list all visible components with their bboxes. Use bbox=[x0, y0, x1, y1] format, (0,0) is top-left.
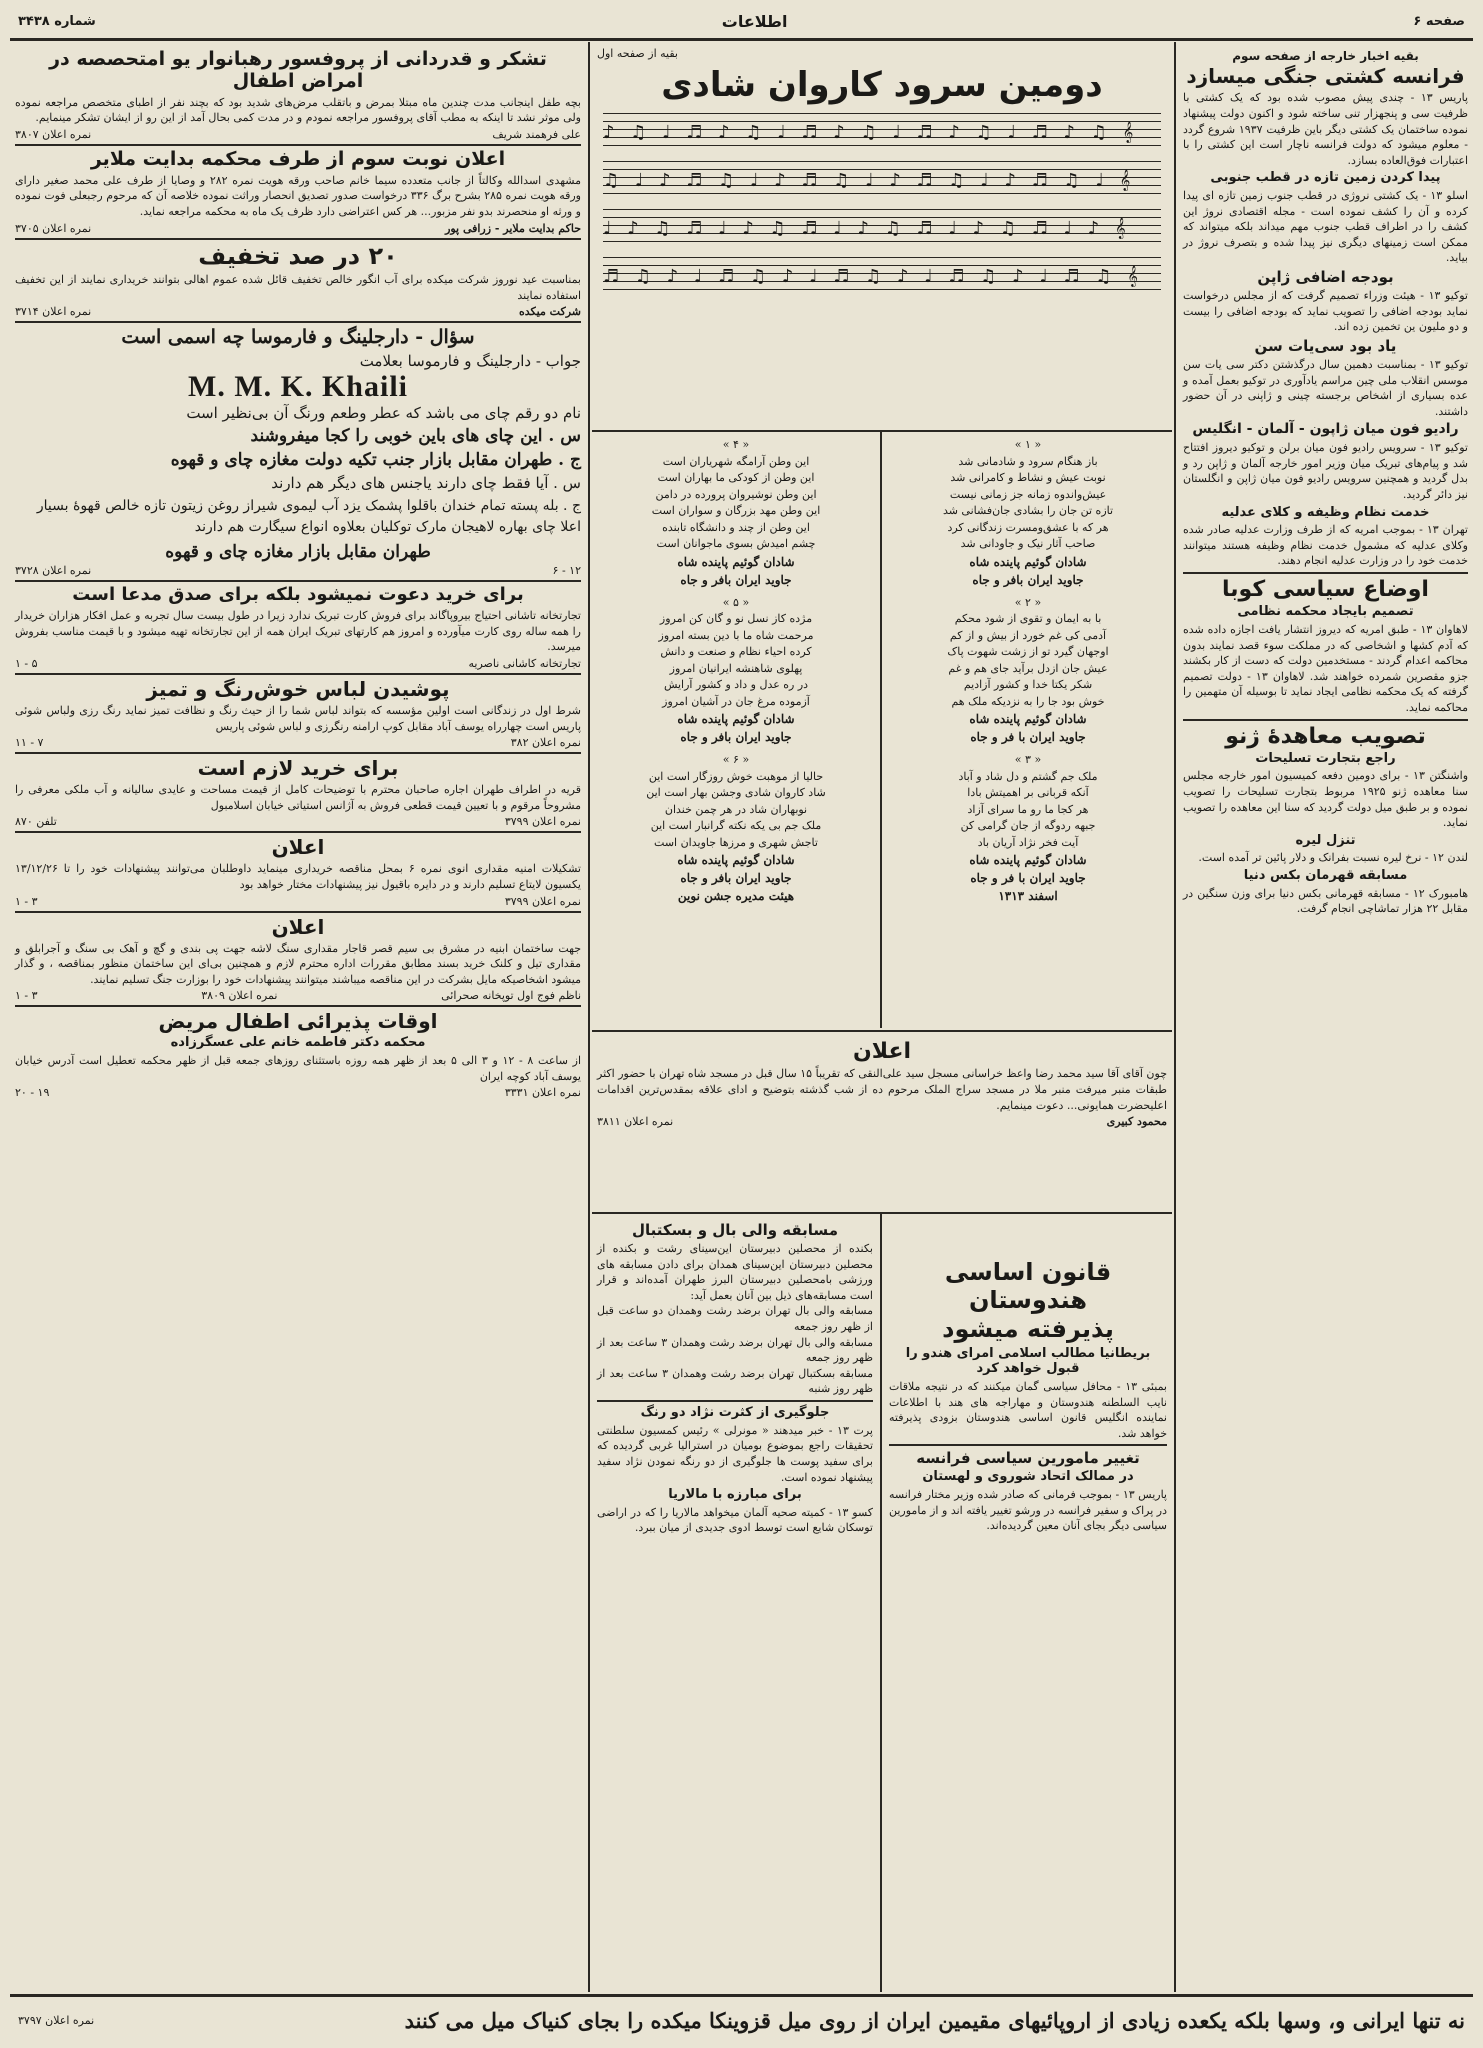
ad-court-number: نمره اعلان ۳۷۰۵ bbox=[15, 221, 92, 235]
notice-signature: محمود کبیری bbox=[1106, 1115, 1167, 1129]
ad-gendarmerie-body: تشکیلات امنیه مقداری انوی نمره ۶ بمحل مناقصه خریداری مینماید داوطلبان می‌توانند پیشنهادات خود را تا ۱۳/۱۲/۲۶ یکسیون لایتاع تسلیم دارند و در دایره باقیول نیز پیشنهادات مختار خواهد بود bbox=[15, 862, 581, 891]
article-birth-control: پرت ۱۳ - خبر میدهند « مونرلی » رئیس کمسیون سلطنتی تحقیقات راجع بموضوع بومیان در استرالیا غربی گردیده که برای سفید پوست ها جلوگیری از دو رنگه نمودن نژاد سفید پیشنهاد نموده است. bbox=[597, 1423, 873, 1484]
ad-construction-signature: ناظم فوج اول توپخانه صحرائی bbox=[441, 989, 581, 1003]
refrain-4: شادان گوئیم پاینده شاه جاوید ایران بافر و جاه bbox=[677, 554, 795, 587]
music-staff-1: ♪ ♫ ♩ ♬ ♪ ♫ ♩ ♬ ♪ ♫ ♩ ♬ ♪ ♫ ♩ ♬ ♪ ♫ 𝄞 bbox=[603, 113, 1161, 153]
ad-tea-answer-4: ج . بله پسته تمام خندان باقلوا پشمک یزد آب لیموی شیراز روغن زیتون تازه خالص قهوهٔ بسیار اعلا چای بهاره لاهیجان مارک توکلیان بعلاوه انواع سیگارت هم دارند bbox=[36, 498, 581, 536]
notice-title: اعلان bbox=[852, 1039, 912, 1064]
ad-cards-title: برای خرید دعوت نمیشود بلکه برای صدق مدعا است bbox=[72, 584, 524, 606]
article-france-diplomats: پاریس ۱۳ - بموجب فرمانی که صادر شده وزیر مختار فرانسه در پراک و سفیر فرانسه در ورشو تغییر یافته اند و از مامورین سیاسی دیگر بجای آنان معین گردیده‌اند. bbox=[889, 1488, 1167, 1533]
ad-purchase-body: قریه در اطراف طهران اجاره صاحبان محترم با توضیحات کامل از قیمت مساحت و عایدی سالیانه و آب ملکی معرفی را مشروحاً مرقوم و با تعیین قیمت قطعی فروش به آژانس استیاتی خیابان اسلامبول bbox=[15, 783, 581, 812]
ad-thanks-title: تشکر و قدردانی از پروفسور رهبانوار یو امتحصصه در امراض اطفال bbox=[49, 48, 547, 92]
left-column bbox=[10, 44, 586, 1994]
subhead-india: بریطانیا مطالب اسلامی امرای هندو را قبول خواهد کرد bbox=[905, 1345, 1151, 1377]
notice-number: نمره اعلان ۳۸۱۱ bbox=[597, 1115, 674, 1129]
continuation-note: بقیه از صفحه اول bbox=[597, 47, 678, 60]
ad-discount-number: نمره اعلان ۳۷۱۴ bbox=[15, 305, 92, 319]
ad-thanks-body: بچه طفل اینجانب مدت چندین ماه مبتلا بمرض و باتقلب مرض‌های شدید بود که بچند نفر از اطبای متخصص مراجعه نموده ولی موثر نشد تا اینکه به مطب آقای پروفسور مراجعه نمودم و در مدت کمی بحال آمد از این رو از ایشان تشکر مینمایم. bbox=[15, 95, 581, 125]
ad-thanks-number: نمره اعلان ۳۸۰۷ bbox=[15, 127, 92, 141]
page-number: صفحه ۶ bbox=[1413, 13, 1465, 29]
refrain-6: شادان گوئیم پاینده شاه جاوید ایران بافر و جاه bbox=[677, 853, 795, 885]
article-military-service: تهران ۱۳ - بموجب امریه که از طرف وزارت عدلیه صادر شده وکلای عدلیه که مشمول خدمت نظام وظیفه هستند میتوانند خدمت خود را در وزارت عدلیه انجام دهند. bbox=[1183, 523, 1468, 568]
headline-boxing: مسابقه قهرمان بکس دنیا bbox=[1243, 868, 1408, 884]
ad-tea-answer-2: نام دو رقم چای می باشد که عطر وطعم ورنگ آن بی‌نظیر است bbox=[186, 404, 581, 423]
ad-discount-title: ۲۰ در صد تخفیف bbox=[198, 241, 398, 270]
ad-court-title: اعلان نوبت سوم از طرف محکمه بدایت ملایر bbox=[90, 147, 506, 170]
poem-date: اسفند ۱۳۱۳ bbox=[998, 889, 1058, 903]
ad-gendarmerie-number: نمره اعلان ۳۷۹۹ bbox=[504, 894, 581, 908]
stanza-5: مژده کاز نسل نو و گان کن امروز مرحمت شاه ما با دین بسته امروز کرده احیاء نظام و صنعت و دانش پهلوی شاهنشه ایرانیان امروز در ره عدل و داد و کشور آرایش آزموده مرغ جان در آشیان امروز bbox=[658, 612, 814, 708]
subhead-geneva-treaty: راجع بتجارت تسلیحات bbox=[1255, 750, 1396, 766]
bottom-banner bbox=[10, 1998, 1473, 2042]
headline-india-2: پذیرفته میشود bbox=[942, 1315, 1114, 1344]
ad-laundry-number: نمره اعلان ۳۸۲ bbox=[510, 736, 581, 750]
issue-number: شماره ۳۴۳۸ bbox=[18, 13, 96, 29]
ad-thanks-signature: علی فرهمند شریف bbox=[492, 127, 581, 141]
ad-cards-signature: تجارتخانه کاشانی ناصریه bbox=[468, 656, 581, 670]
ad-tea-brand: M. M. K. Khaili bbox=[188, 370, 408, 404]
right-column bbox=[1178, 44, 1473, 1994]
ad-tea-code: ۱۲ - ۶ bbox=[552, 564, 581, 578]
headline-south-pole: پیدا کردن زمین تازه در قطب جنوبی bbox=[1210, 170, 1441, 186]
headline-sun-yat-sen: یاد بود سی‌یات سن bbox=[1254, 336, 1397, 355]
ad-construction-title: اعلان bbox=[271, 914, 325, 939]
ad-clinic-number: نمره اعلان ۳۳۳۱ bbox=[504, 1086, 581, 1100]
paper-name: اطلاعات bbox=[721, 11, 788, 31]
poem-column-left: « ۴ » این وطن آرامگه شهریاران است این وطن از کودکی ما بهاران است این وطن نوشیروان پرورده در دامن این وطن مهد بزرگان و سواران است این وطن از چند و دانشگاه تابنده چشم امیدش بسوی ماجوانان است شادان گوئیم پاینده شاه جاوید ایران بافر و جاه « ۵ » مژده کاز نسل نو و گان کن امروز مرحمت شاه ما با دین بسته امروز کرده احیاء نظام و صنعت و دانش پهلوی شاهنشه ایرانیان امروز در ره عدل و داد و کشور آرایش آزموده مرغ جان در آشیان امروز شادان گوئیم پاینده شاه جاوید ایران بافر و جاه « ۶ » حالیا از موهبت خوش روزگار است این شاد کاروان شادی وجشن بهار است این نوبهاران شاد در هر چمن خندان ملک جم بی یکه نکته گرانبار است این تاجش شهری و مرزها جاویدان است شادان گوئیم پاینده شاه جاوید ایران بافر و جاه هیئت مدیره جشن نوین bbox=[592, 434, 880, 1026]
ad-tea-address: طهران مقابل بازار مغازه چای و قهوه bbox=[165, 542, 431, 563]
song-title: دومین سرود کاروان شادی bbox=[661, 65, 1103, 105]
headline-malaria: برای مبارزه با مالاریا bbox=[668, 1487, 802, 1503]
article-japan-budget: توکیو ۱۳ - هیئت وزراء تصمیم گرفت که از مجلس درخواست نماید بودجه اضافی را تصویب نماید که بودجه اضافی را بیست و دو ملیون ین تخمین زده اند. bbox=[1183, 289, 1468, 334]
music-staff-4: ♬ ♫ ♪ ♩ ♬ ♫ ♪ ♩ ♬ ♫ ♪ ♩ ♬ ♫ ♪ ♩ ♬ ♫ 𝄞 bbox=[603, 257, 1161, 297]
subhead-cuba: تصمیم بایجاد محکمه نظامی bbox=[1237, 604, 1414, 620]
ad-clinic-title: اوقات پذیرائی اطفال مریض bbox=[158, 1009, 438, 1034]
stanza-4: این وطن آرامگه شهریاران است این وطن از کودکی ما بهاران است این وطن نوشیروان پرورده در دامن این وطن مهد بزرگان و سواران است این وطن از چند و دانشگاه تابنده چشم امیدش بسوی ماجوانان است bbox=[651, 454, 821, 550]
ad-tea-question-3: س . آیا فقط چای دارند یاجنس های دیگر هم دارند bbox=[271, 474, 581, 493]
article-sun-yat-sen: توکیو ۱۳ - بمناسبت دهمین سال درگذشتن دکتر سی یات سن موسس انقلاب ملی چین مراسم یادآوری در توکیو بعمل آمده و عده بسیاری از اشخاص برجسته چینی و ژاپنی در آن حضور داشتند. bbox=[1183, 357, 1469, 418]
notice-body: چون آقای آقا سید محمد رضا واعظ خراسانی مسجل سید علی‌النقی که تقریباً ۱۵ سال قبل در مسجد شاه تهران با حضور اکثر طبقات منبر میرفت منبر ملا در مسجد سراج الملک مرحوم ده از شب گذشته بتوضیح و ادای علاقه بمقدس‌ترین اقدامات اعلیحضرت همایونی... دعوت مینمایم. bbox=[597, 1067, 1167, 1112]
center-lower-right bbox=[592, 1216, 878, 1992]
ad-laundry-title: پوشیدن لباس خوش‌رنگ و تمیز bbox=[146, 676, 450, 701]
article-boxing: هامبورک ۱۲ - مسابقه قهرمانی بکس دنیا برای وزن سنگین در مقابل ۲۲ هزار تماشاچی انجام گرفت. bbox=[1183, 886, 1468, 916]
ad-gendarmerie-title: اعلان bbox=[271, 835, 325, 860]
article-cuba: لاهاوان ۱۳ - طبق امریه که دیروز انتشار یافت اجازه داده شده که آدم کشها و اشخاصی که در مملکت سوء قصد نمایند بدون محاکمه اعدام گردند - مستخدمین دولت که دست از کار بکشند جزو مقصرین شمرده خواهند شد. لاهاوان ۱۳ - دولت تصمیم گرفته که یک محکمه نظامی ایجاد نماید تا بوسیله آن متهمین را محاکمه نماید. bbox=[1183, 622, 1469, 714]
headline-france-warship: فرانسه کشتی جنگی میسازد bbox=[1186, 64, 1465, 89]
headline-geneva-treaty: تصویب معاهدهٔ ژنو bbox=[1225, 723, 1426, 749]
ad-tea bbox=[15, 326, 581, 577]
stanza-3: ملک جم گشتم و دل شاد و آباد آنکه قربانی بر اهمیتش بادا هر کجا ما رو ما سرای آزاد جبهه ردوگه از جان گرامی کن آیت فخر نژاد آریان باد bbox=[958, 769, 1098, 849]
article-pound: لندن ۱۲ - نرخ لیره نسبت بفرانک و دلار پائین تر آمده است. bbox=[1198, 851, 1468, 865]
ad-purchase-title: برای خرید لازم است bbox=[197, 756, 399, 781]
refrain-3: شادان گوئیم پاینده شاه جاوید ایران با فر و جاه bbox=[969, 853, 1087, 885]
ad-purchase-number: نمره اعلان ۳۷۹۹ bbox=[504, 815, 581, 829]
article-france-warship: پاریس ۱۳ - چندی پیش مصوب شده بود که یک کشتی با ظرفیت سی و پنجهزار تنی ساخته شود و اکنون دولت پیشنهاد نموده ساختمان یک کشتی دیگر باین ظرفیت ۱۹۳۷ شروع گردد - معلوم میشود که دولت فرانسه ناچار است این کشتی را با اعتبارات فوق‌العاده بسازد. bbox=[1183, 91, 1469, 167]
ad-clinic-subtitle: محکمه دکتر فاطمه خانم علی عسگرزاده bbox=[170, 1035, 426, 1051]
headline-france-diplomats: تغییر مامورین سیاسی فرانسه bbox=[916, 1449, 1140, 1468]
ad-construction-number: نمره اعلان ۳۸۰۹ bbox=[201, 989, 278, 1003]
ad-construction-code: ۳ - ۱ bbox=[15, 989, 38, 1003]
ad-clinic-body: از ساعت ۸ - ۱۲ و ۳ الی ۵ بعد از ظهر همه روزه باستثنای روزهای جمعه قبل از ظهر محکمه تعطیل است آدرس خیابان یوسف آباد کوچه ایران bbox=[15, 1053, 581, 1083]
article-radiophone: توکیو ۱۳ - سرویس رادیو فون میان برلن و توکیو دیروز افتتاح شد و پیام‌های تبریک میان وزیر امور خارجه آلمان و ژاپن رد و بدل گردید و همچنین سرویس رادیو فون میان ژاپن و انگلستان نیز دائر گردید. bbox=[1183, 441, 1468, 501]
center-lower-left bbox=[884, 1216, 1172, 1992]
ad-tea-question-2: س . این چای های باین خوبی را کجا میفروشند bbox=[250, 426, 581, 447]
song-section bbox=[592, 44, 1172, 429]
headline-pound: تنزل لیره bbox=[1295, 832, 1356, 848]
ad-court-judge: حاکم بدایت ملایر - زرافی پور bbox=[445, 221, 581, 235]
headline-volleyball: مسابقه والی بال و بسکتبال bbox=[632, 1221, 838, 1239]
music-staff-2: ♫ ♩ ♪ ♬ ♫ ♩ ♪ ♬ ♫ ♩ ♪ ♬ ♫ ♩ ♪ ♬ ♫ ♩ 𝄞 bbox=[603, 161, 1161, 201]
headline-india: قانون اساسی هندوستان bbox=[944, 1258, 1112, 1314]
article-volleyball: بکنده از محصلین دبیرستان این‌سینای رشت و بکنده از محصلین دبیرستان این‌سینای همدان برای دادن مسابقه های ورزشی بامحصلین دبیرستان البرز طهران آمده‌اند و قرار است مسابقه‌های ذیل بین آنان بعمل آید: مسابقه والی بال تهران برضد رشت وهمدان دو ساعت قبل از ظهر روز جمعه مسابقه والی بال تهران برضد رشت وهمدان ۳ ساعت بعد از ظهر روز جمعه مسابقه بسکتبال تهران برضد رشت وهمدان ۳ ساعت بعد از ظهر روز شنبه bbox=[597, 1242, 874, 1396]
article-south-pole: اسلو ۱۳ - یک کشتی نروژی در قطب جنوب زمین تازه ای پیدا کرده و آن را کشف نموده است - مجله اقتصادی نروژ این کشف را در اطراف قطب جنوب مهم میداند بلکه میتواند که ممکن است زمینهای دیگری نیز پیدا شده و بتصرف نروژ در بیاید. bbox=[1183, 189, 1469, 265]
ad-discount-body: بمناسبت عید نوروز شرکت میکده برای آب انگور خالص تخفیف قائل شده عموم اهالی بتوانند خریداری نمایند از این تخفیف استفاده نمایند bbox=[15, 273, 581, 302]
article-malaria: کسو ۱۳ - کمیته صحیه آلمان میخواهد مالاریا را که در اراضی توسکان شایع است توسط ادوی جدیدی از میان ببرد. bbox=[597, 1505, 873, 1535]
poem-column-right: « ۱ » باز هنگام سرود و شادمانی شد نوبت عیش و نشاط و کامرانی شد عیش‌واندوه زمانه جز زمانی نیست تازه تن جان را بشادی جان‌فشانی شد هر که با عشق‌ومسرت زندگانی کرد صاحب آثار نیک و جاودانی شد شادان گوئیم پاینده شاه جاوید ایران بافر و جاه « ۲ » با به ایمان و تقوی از شود محکم آدمی کی غم خورد از بیش و از کم اوجهان گیرد تو از زشت شهوت پاک عیش جان ازدل برآید جای هم و غم شکر یکتا خدا و کشور آزادیم خوش بود جا را به نزدیکه ملک هم شادان گوئیم پاینده شاه جاوید ایران با فر و جاه « ۳ » ملک جم گشتم و دل شاد و آباد آنکه قربانی بر اهمیتش بادا هر کجا ما رو ما سرای آزاد جبهه ردوگه از جان گرامی کن آیت فخر نژاد آریان باد شادان گوئیم پاینده شاه جاوید ایران با فر و جاه اسفند ۱۳۱۳ bbox=[884, 434, 1172, 1026]
headline-military-service: خدمت نظام وظیفه و کلای عدلیه bbox=[1221, 504, 1430, 520]
ad-tea-answer-3: ج . طهران مقابل بازار جنب تکیه دولت مغازه چای و قهوه bbox=[170, 450, 581, 471]
ad-cards-body: تجارتخانه تاشانی احتیاج بیروپاگاند برای فروش کارت تبریک ندارد زیرا در طول بیست سال تجربه و عمل افکار هزاران خریدار را همه ساله روی کارت میآورده و امروز هم کارتهای تبریک ایران همه از این تجارتخانه تهیه میشود و با قیمت مناسب بفروش میرسد. bbox=[15, 609, 581, 654]
subhead-france-diplomats: در ممالک اتحاد شوروی و لهستان bbox=[922, 1469, 1134, 1485]
poem-signature: هیئت مدیره جشن نوین bbox=[677, 889, 795, 903]
ad-laundry-body: شرط اول در زندگانی است اولین مؤسسه که بتواند لباس شما را از حیث رنگ و نظافت تمیز نماید رنگ رزی ولباس شوئی پاریس است چهارراه یوسف آباد مقابل کوپ ارامنه رنگرزی و لباس شوئی پاریس bbox=[15, 703, 581, 733]
bottom-banner-number: نمره اعلان ۳۷۹۷ bbox=[18, 2013, 95, 2027]
headline-cuba: اوضاع سیاسی کوبا bbox=[1222, 577, 1429, 602]
article-india: بمبئی ۱۳ - محافل سیاسی گمان میکنند که در نتیجه ملاقات نایب السلطنه هندوستان و مهاراجه های هند با اطلاعات نماینده انگلیس قانون اساسی هندوستان بزودی پذیرفته خواهد شد. bbox=[889, 1379, 1167, 1440]
article-geneva-treaty: واشنگتن ۱۳ - برای دومین دفعه کمیسیون امور خارجه مجلس سنا معاهده ژنو ۱۹۲۵ مربوط بتجارت تسلیحات را تصویب نموده و بر طبق میل دولت گردید که سنا این معاهده را تصویب نماید. bbox=[1183, 769, 1469, 830]
refrain-5: شادان گوئیم پاینده شاه جاوید ایران بافر و جاه bbox=[677, 712, 795, 744]
headline-japan-budget: بودجه اضافی ژاپن bbox=[1257, 268, 1394, 287]
stanza-1: باز هنگام سرود و شادمانی شد نوبت عیش و نشاط و کامرانی شد عیش‌واندوه زمانه جز زمانی نیست تازه تن جان را بشادی جان‌فشانی شد هر که با عشق‌ومسرت زندگانی کرد صاحب آثار نیک و جاودانی شد bbox=[942, 454, 1114, 550]
ad-court-body: مشهدی اسدالله وکالتاً از جانب متعدده سیما خانم صاحب ورقه هویت نمره ۲۸۲ و وصایا از طرف علی محمد صغیر دارای ورقه هویت نمره ۲۸۵ بشرح برگ ۳۳۶ درخواست صدور تصدیق انحصار وراثت نموده خلاصه آن که مرحوم رجبعلی فوت نموده و ورثه او منحصرند بدو نفر مزبور... هر کس اعتراضی دارد ظرف یک ماه به محکمه مراجعه نماید. bbox=[15, 173, 582, 218]
ad-gendarmerie-code: ۳ - ۱ bbox=[15, 894, 38, 908]
refrain-1: شادان گوئیم پاینده شاه جاوید ایران بافر و جاه bbox=[969, 554, 1087, 587]
ad-tea-number: نمره اعلان ۳۷۲۸ bbox=[15, 564, 92, 578]
ad-tea-question: سؤال - دارجلینگ و فارموسا چه اسمی است bbox=[121, 326, 475, 349]
ad-purchase-phone: تلفن ۸۷۰ bbox=[15, 815, 57, 829]
headline-birth-control: جلوگیری از کثرت نژاد دو رنگ bbox=[640, 1405, 830, 1421]
stanza-2: با به ایمان و تقوی از شود محکم آدمی کی غم خورد از بیش و از کم اوجهان گیرد تو از زشت شهوت پاک عیش جان ازدل برآید جای هم و غم شکر یکتا خدا و کشور آزادیم خوش بود جا را به نزدیکه ملک هم bbox=[947, 612, 1109, 708]
refrain-2: شادان گوئیم پاینده شاه جاوید ایران با فر و جاه bbox=[969, 712, 1087, 744]
music-staff-3: ♩ ♪ ♫ ♬ ♩ ♪ ♫ ♬ ♩ ♪ ♫ ♬ ♩ ♪ ♫ ♬ ♩ ♪ 𝄞 bbox=[603, 209, 1161, 249]
notice-sermon bbox=[592, 1034, 1172, 1210]
headline-radiophone: رادیو فون میان ژاپون - آلمان - انگلیس bbox=[1192, 421, 1459, 438]
stanza-6: حالیا از موهبت خوش روزگار است این شاد کاروان شادی وجشن بهار است این نوبهاران شاد در هر چمن خندان ملک جم بی یکه نکته گرانبار است این تاجش شهری و مرزها جاویدان است bbox=[646, 769, 826, 849]
bottom-banner-text: نه تنها ایرانی و، وسها بلکه یکعده زیادی از اروپائیهای مقیمین ایران از روی میل قزوینکا میکده را بجای کنیاک میل می کنند bbox=[404, 2007, 1465, 2033]
ad-discount-company: شرکت میکده bbox=[519, 305, 581, 319]
ad-cards-code: ۵ - ۱ bbox=[15, 656, 38, 670]
masthead bbox=[10, 8, 1473, 34]
ad-tea-answer: جواب - دارجلینگ و فارموسا بعلامت bbox=[359, 352, 581, 371]
ad-construction-body: جهت ساختمان ابنیه در مشرق بی سیم قصر قاجار مقداری سنگ لاشه جهت پی بندی و گچ و آهک بی سنگ و آجرابلق و مقداری تیل و کلنک خرید بسند مطابق مقررات اداره محترم لازم و همچنین بی‌ای این ساختمان منظور بمناقصه ، و گذار میشود اشخاصیکه مایل بشرکت در این مناقصه میباشند میتوانند پیشنهادات خود را بوزارت جنگ تسلیم نمایند. bbox=[15, 941, 581, 986]
continuation-note: بقیه اخبار خارجه از صفحه سوم bbox=[1232, 49, 1419, 63]
ad-laundry-code: ۷ - ۱۱ bbox=[15, 736, 44, 750]
ad-clinic-code: ۱۹ - ۲۰ bbox=[15, 1086, 50, 1100]
